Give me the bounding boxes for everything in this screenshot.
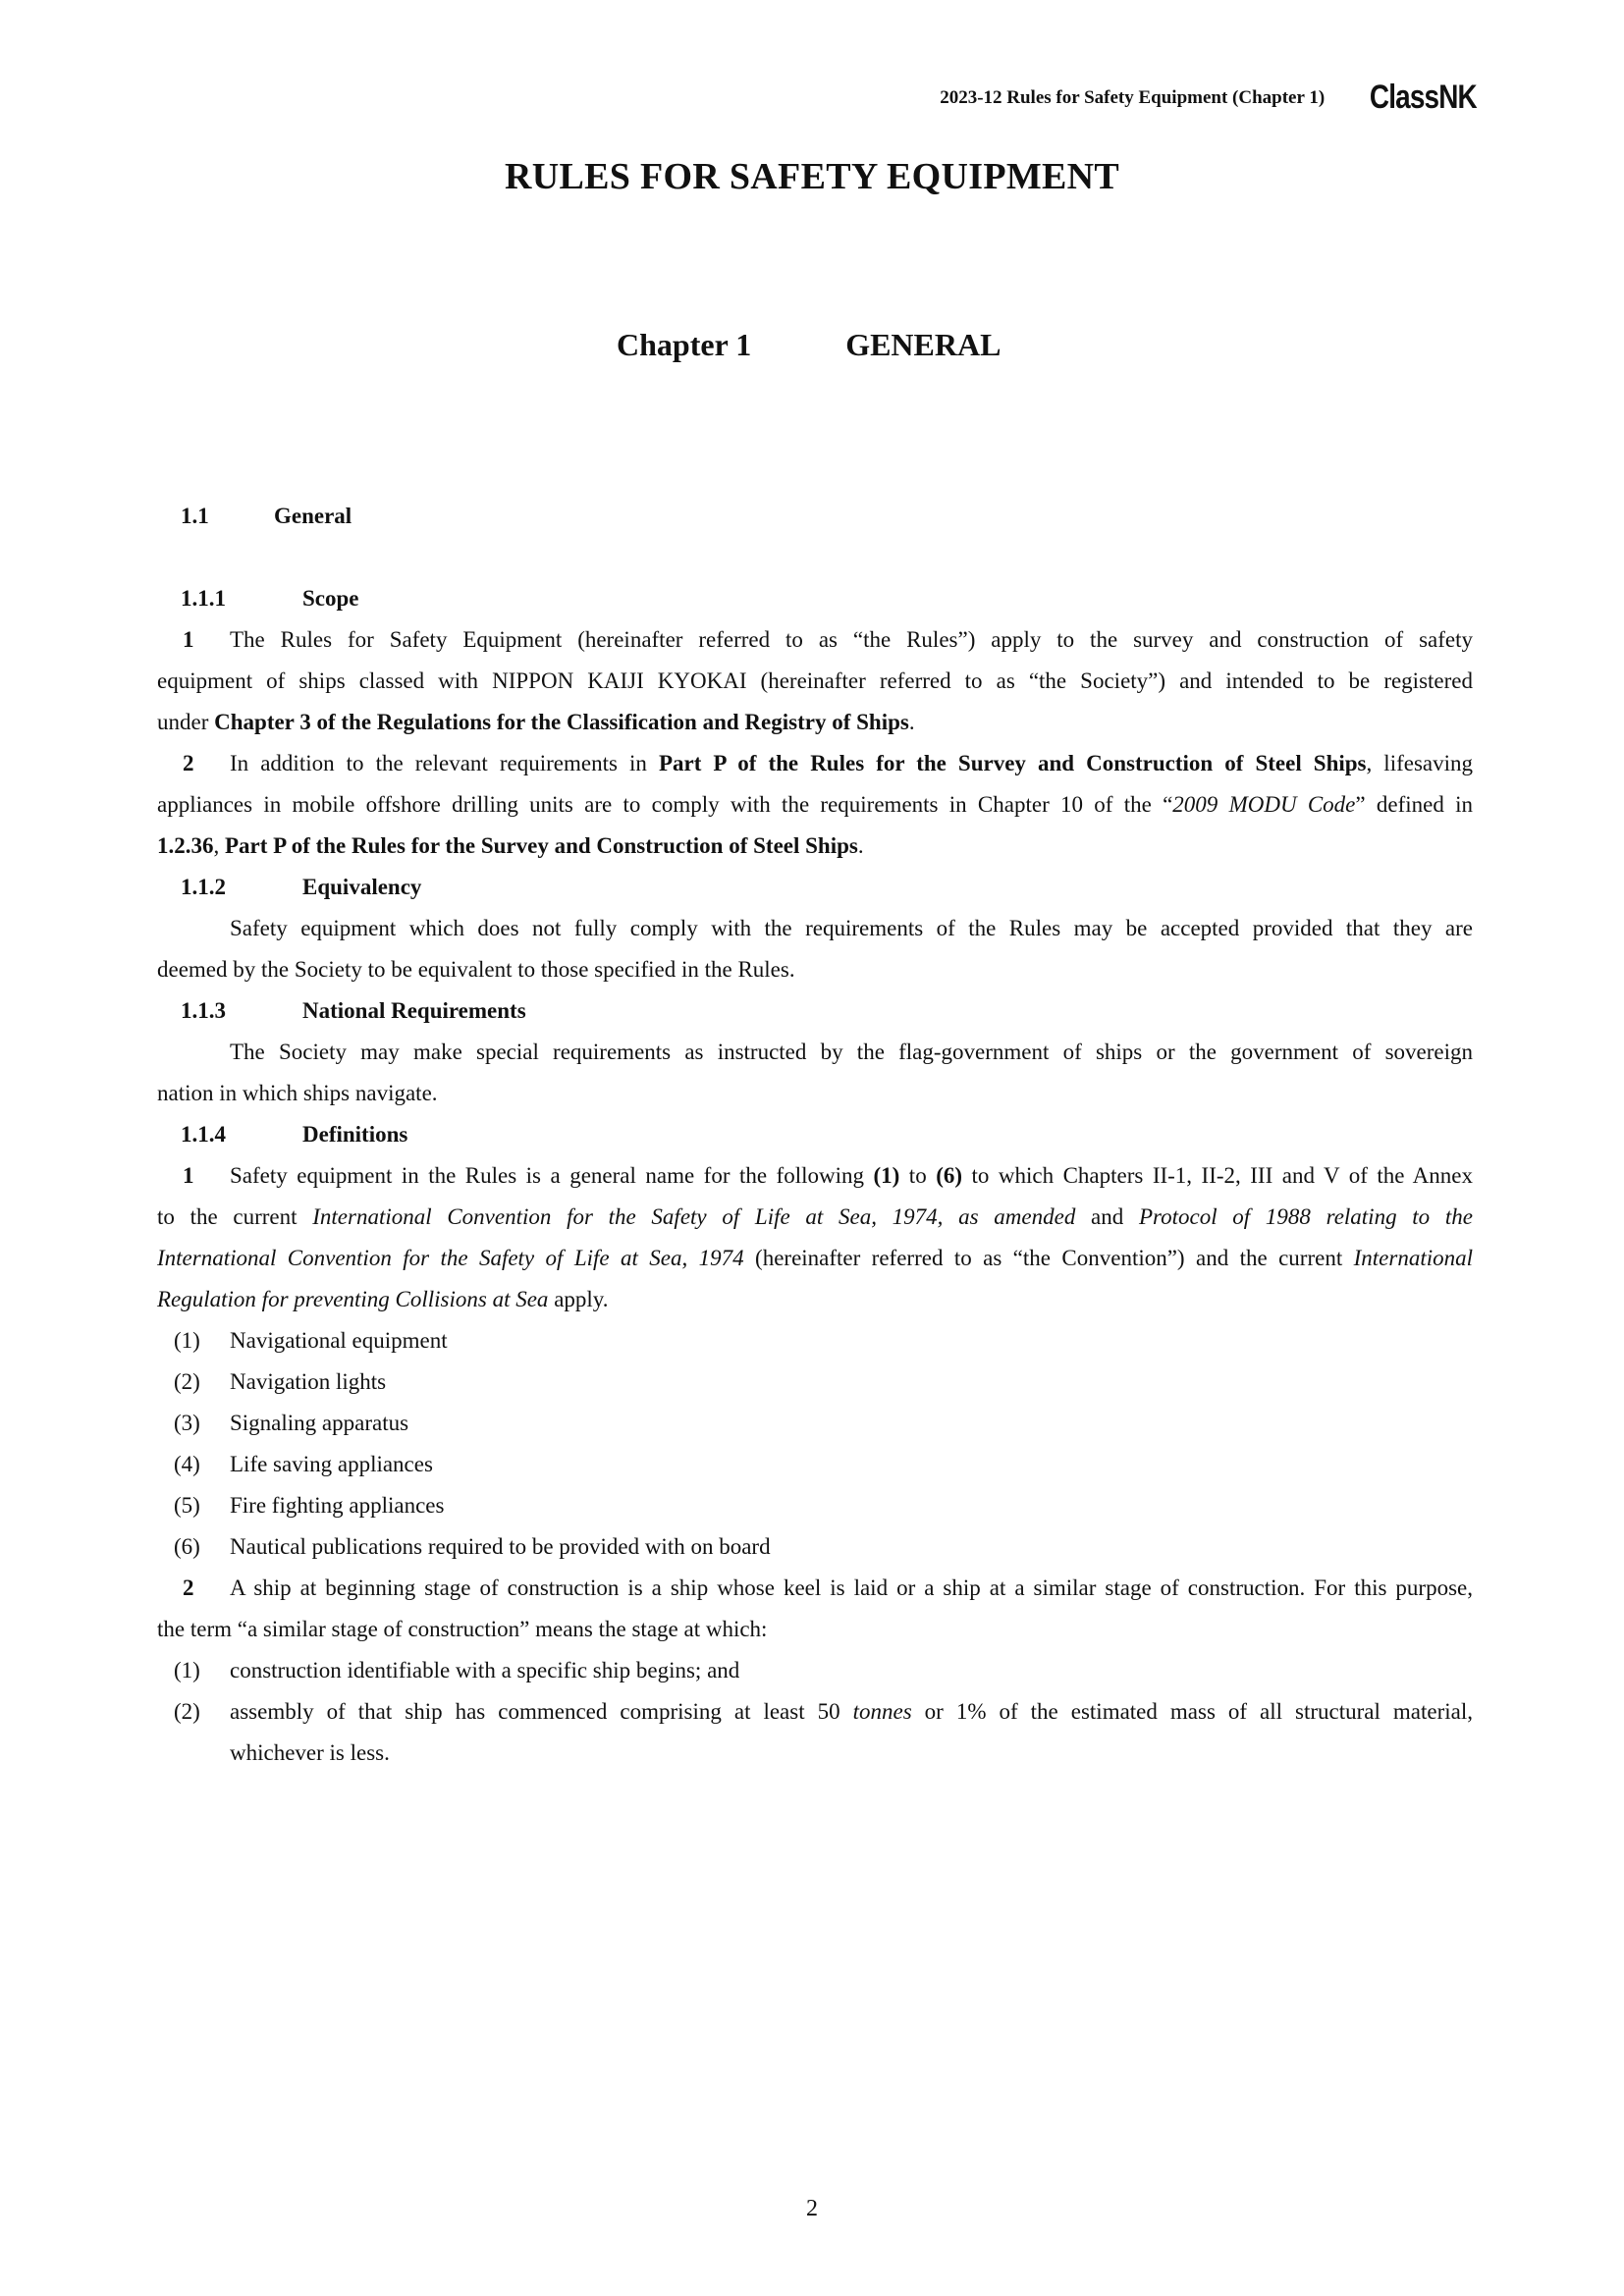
reference: Part P of the Rules for the Survey and Construction of Steel Ships	[225, 833, 858, 858]
paragraph-line	[157, 1279, 1473, 1320]
paragraph-line: the term “a similar stage of construction” means the stage at which:	[157, 1617, 768, 1641]
reference: 1.2.36	[157, 833, 214, 858]
list-item	[174, 1444, 1473, 1485]
list-item	[174, 1362, 1473, 1403]
subsection-heading-1-1-2	[181, 867, 1473, 908]
chapter-heading	[617, 327, 1001, 363]
emphasis: International Convention for the Safety of Life at Sea, 1974	[157, 1246, 744, 1270]
text: and	[1075, 1204, 1139, 1229]
paragraph-line	[157, 1238, 1473, 1279]
text: to which Chapters II-1, II-2, III and V of the Annex	[962, 1163, 1473, 1188]
classnk-logo: ClassNK	[1370, 79, 1477, 116]
subsection-title: Scope	[302, 586, 359, 611]
list-item	[174, 1403, 1473, 1444]
reference: (1)	[873, 1163, 900, 1188]
list-item	[174, 1526, 1473, 1568]
text: to	[899, 1163, 937, 1188]
list-text-line	[230, 1691, 1473, 1733]
chapter-number: Chapter 1	[617, 327, 752, 362]
paragraph-number: 1	[183, 627, 194, 652]
running-title: 2023-12 Rules for Safety Equipment (Chapter 1)	[940, 86, 1326, 108]
text: to the current	[157, 1204, 313, 1229]
reference: Chapter 3 of the Regulations for the Classification and Registry of Ships	[214, 710, 909, 734]
list-text-line: whichever is less.	[230, 1740, 390, 1765]
list-number: (1)	[174, 1328, 200, 1353]
list-item	[174, 1485, 1473, 1526]
subsection-number: 1.1.1	[181, 586, 226, 611]
text: .	[908, 710, 915, 734]
document-body	[157, 496, 1473, 1774]
chapter-name: GENERAL	[845, 327, 1001, 362]
list-item	[174, 1650, 1473, 1691]
paragraph-line: nation in which ships navigate.	[157, 1081, 438, 1105]
subsection-title: National Requirements	[302, 998, 526, 1023]
text: The Rules for Safety Equipment (hereinafter referred to as “the Rules”) apply to the survey and construction of safety	[230, 627, 1473, 652]
text: , lifesaving	[1366, 751, 1474, 775]
paragraph-line	[157, 784, 1473, 826]
list-number: (1)	[174, 1658, 200, 1682]
subsection-heading-1-1-1	[181, 578, 1473, 619]
list-text: Fire fighting appliances	[230, 1493, 445, 1518]
text: apply.	[548, 1287, 609, 1311]
list-text: Navigational equipment	[230, 1328, 448, 1353]
paragraph-number: 2	[183, 1575, 194, 1600]
text: Safety equipment in the Rules is a general name for the following	[230, 1163, 874, 1188]
text: under	[157, 710, 215, 734]
emphasis: 2009 MODU Code	[1172, 792, 1356, 817]
page-number: 2	[806, 2196, 818, 2221]
list-text: construction identifiable with a specific ship begins; and	[230, 1658, 740, 1682]
text: (hereinafter referred to as “the Convention”) and the current	[743, 1246, 1354, 1270]
text: .	[857, 833, 864, 858]
emphasis: Protocol of 1988 relating to the	[1138, 1204, 1473, 1229]
reference: Part P of the Rules for the Survey and Construction of Steel Ships	[658, 751, 1367, 775]
subsection-title: Definitions	[302, 1122, 408, 1147]
running-header	[940, 79, 1477, 117]
document-title: RULES FOR SAFETY EQUIPMENT	[504, 156, 1120, 197]
paragraph-line: Safety equipment which does not fully comply with the requirements of the Rules may be accepted provided that they are	[230, 916, 1473, 940]
paragraph-line: deemed by the Society to be equivalent to those specified in the Rules.	[157, 957, 795, 982]
subsection-number: 1.1.3	[181, 998, 226, 1023]
text: or 1% of the estimated mass of all structural material,	[911, 1699, 1473, 1724]
paragraph-number: 1	[183, 1163, 194, 1188]
subsection-title: Equivalency	[302, 875, 422, 899]
text: assembly of that ship has commenced comprising at least 50	[230, 1699, 853, 1724]
paragraph-line	[157, 702, 1473, 743]
section-heading	[181, 496, 1473, 537]
list-number: (5)	[174, 1493, 200, 1518]
subsection-number: 1.1.4	[181, 1122, 226, 1147]
list-number: (2)	[174, 1699, 200, 1724]
emphasis: International	[1353, 1246, 1473, 1270]
emphasis: Regulation for preventing Collisions at Sea	[157, 1287, 549, 1311]
list-number: (6)	[174, 1534, 200, 1559]
text: A ship at beginning stage of construction is a ship whose keel is laid or a ship at a similar stage of construction. For this purpose,	[230, 1575, 1473, 1600]
paragraph-line: The Society may make special requirements as instructed by the flag-government of ships or the government of sovereign	[230, 1040, 1473, 1064]
paragraph-line	[157, 619, 1473, 661]
subsection-number: 1.1.2	[181, 875, 226, 899]
list-text	[230, 1691, 1473, 1774]
list-text: Navigation lights	[230, 1369, 387, 1394]
list-number: (4)	[174, 1452, 200, 1476]
paragraph-line	[157, 1197, 1473, 1238]
list-text: Nautical publications required to be provided with on board	[230, 1534, 771, 1559]
section-title: General	[274, 504, 352, 528]
paragraph-line	[157, 661, 1473, 702]
text: In addition to the relevant requirements in	[230, 751, 659, 775]
subsection-heading-1-1-3	[181, 990, 1473, 1032]
text: ,	[213, 833, 225, 858]
paragraph-line	[157, 1155, 1473, 1197]
subsection-heading-1-1-4	[181, 1114, 1473, 1155]
text: equipment of ships classed with NIPPON KAIJI KYOKAI (hereinafter referred to as “the Society”) and intended to be registered	[157, 668, 1473, 693]
emphasis: tonnes	[852, 1699, 912, 1724]
text: appliances in mobile offshore drilling units are to comply with the requirements in Chapter 10 of the “	[157, 792, 1173, 817]
list-item	[174, 1320, 1473, 1362]
list-text: Life saving appliances	[230, 1452, 433, 1476]
list-item	[174, 1691, 1473, 1774]
paragraph-number: 2	[183, 751, 194, 775]
section-number: 1.1	[181, 504, 209, 528]
paragraph-line	[157, 1568, 1473, 1609]
emphasis: International Convention for the Safety of Life at Sea, 1974, as amended	[312, 1204, 1076, 1229]
list-number: (3)	[174, 1411, 200, 1435]
paragraph-line	[157, 743, 1473, 784]
list-text: Signaling apparatus	[230, 1411, 409, 1435]
reference: (6)	[936, 1163, 963, 1188]
text: ” defined in	[1355, 792, 1473, 817]
list-number: (2)	[174, 1369, 200, 1394]
paragraph-line	[157, 826, 1473, 867]
